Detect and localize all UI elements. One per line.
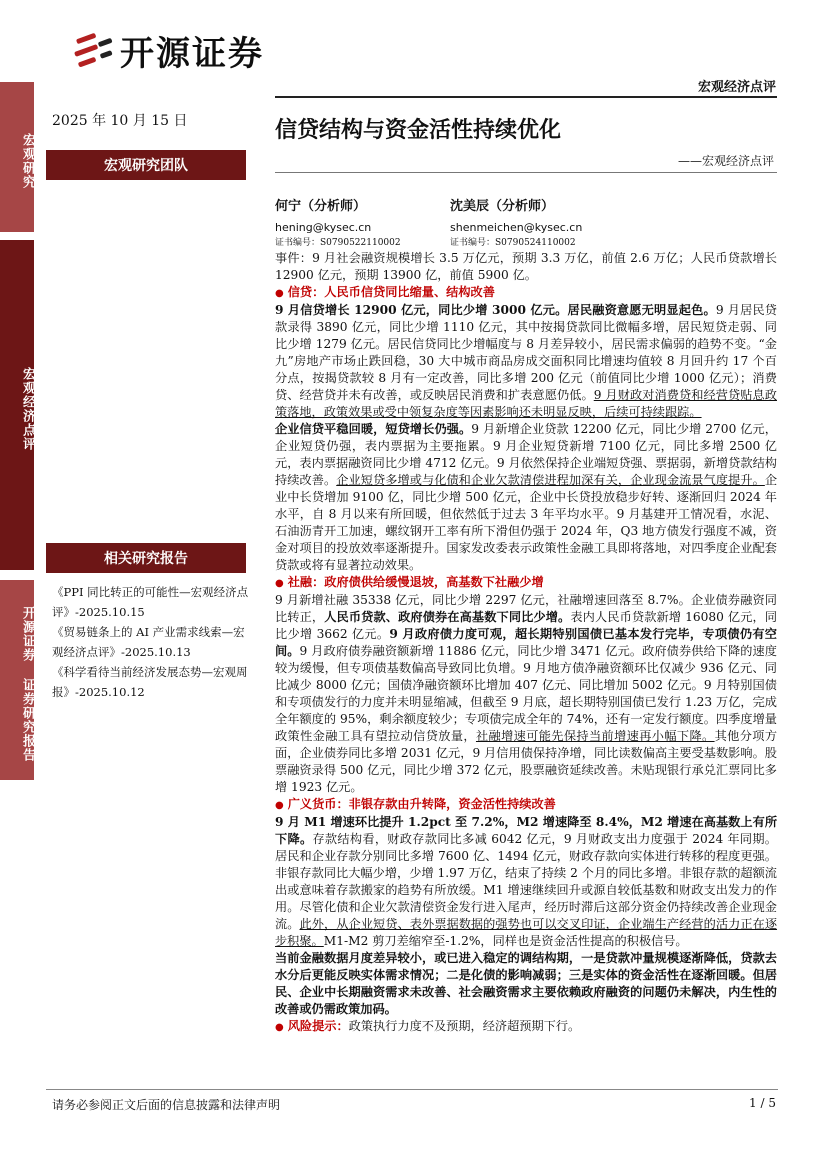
side-tab-kysec-research: 开源证券 证券研究报告 (0, 580, 34, 780)
related-report-item[interactable]: 《贸易链条上的 AI 产业需求线索—宏观经济点评》-2025.10.13 (52, 625, 245, 659)
report-body (275, 250, 777, 1036)
paragraph: 企业信贷平稳回暖，短贷增长仍强。9 月新增企业贷款 12200 亿元，同比少增 2700 亿元，企业短贷仍强，表内票据为主要拖累。9 月企业短贷新增 7100 亿元，同比多增 2500 亿元，表内票据融资同比少增 4712 亿元。9 月依然保持企业端短贷强、票据弱，新增贷款结构持续改善。企业短贷多增或与化债和企业欠款清偿进程加深有关，企业现金流景气度提升。企业中长贷增加 9100 亿，同比少增 500 亿元，企业中长贷投放稳步好转、逐渐回归 2024 年水平，自 8 月以来有所回暖，但依然低于过去 3 年平均水平。9 月基建开工情况看，水泥、石油沥青开工加速，螺纹钢开工率有所下滑但仍强于 2024 年，Q3 地方债发行强度不减，资金对项目的投放效率逐渐提升。国家发改委表示政策性金融工具即将落地，对四季度企业配套贷款或将有显著拉动效果。 (275, 422, 778, 572)
paragraph: 9 月新增社融 35338 亿元，同比少增 2297 亿元，社融增速回落至 8.7%。企业债券融资同比转正，人民币贷款、政府债券在高基数下同比少增。表内人民币贷款新增 16080 亿元，同比少增 3662 亿元。9 月政府债力度可观，超长期特别国债已基本发行完毕，专项债仍有空间。9 月政府债券融资额新增 11886 亿元，同比少增 3471 亿元。政府债券供给下降的速度较为缓慢，但专项债基数偏高导致同比负增。9 月地方债净融资额环比仅减少 936 亿元、同比减少 8000 亿元；国债净融资额环比增加 407 亿元、同比增加 5002 亿元。9 月特别国债和专项债发行的力度并未明显缩减，但截至 9 月底，超长期特别国债已发行 1.23 万亿，完成全年额度的 95%，剩余额度较少；专项债完成全年的 74%，还有一定发行额度。四季度增量政策性金融工具有望拉动信贷放量，社融增速可能先保持当前增速再小幅下降。其他分项方面，企业债券同比多增 2031 亿元，9 月信用债保持净增，同比读数偏高主要受基数影响。股票融资录得 500 亿元，同比少增 372 亿元，股票融资延续改善。未贴现银行承兑汇票同比多增 1923 亿元。 (275, 593, 778, 794)
report-date: 2025 年 10 月 15 日 (52, 113, 188, 129)
side-tab-macro-review: 宏观经济点评 (0, 240, 34, 570)
section-heading: ● 社融：政府债供给缓慢退坡，高基数下社融少增 (275, 575, 544, 589)
title-rule (275, 172, 777, 173)
analyst-name: 沈美辰（分析师） (450, 199, 555, 214)
analyst-cert: 证书编号：S0790524110002 (450, 238, 576, 248)
report-type: 宏观经济点评 (697, 80, 776, 95)
team-label: 宏观研究团队 (46, 150, 246, 180)
report-subtitle: ——宏观经济点评 (677, 154, 774, 168)
analyst-email[interactable]: shenmeichen@kysec.cn (450, 221, 583, 234)
bullet-icon: ● (275, 578, 284, 589)
related-report-item[interactable]: 《PPI 同比转正的可能性—宏观经济点评》-2025.10.15 (52, 585, 249, 619)
related-reports-list (52, 582, 252, 702)
analyst-email[interactable]: hening@kysec.cn (275, 221, 372, 234)
side-tab-macro-research: 宏观研究 (0, 82, 34, 232)
conclusion: 当前金融数据月度差异较小，或已进入稳定的调结构期，一是贷款冲量规模逐渐降低，贷款去水分后更能反映实体需求情况；二是化债的影响减弱；三是实体的资金活性在逐渐回暖。但居民、企业中长期融资需求未改善、社会融资需求主要依赖政府融资的问题仍未解决，内生性的改善或仍需政策加码。 (275, 951, 777, 1016)
bullet-icon: ● (275, 1022, 284, 1033)
section-heading: ● 广义货币：非银存款由升转降，资金活性持续改善 (275, 797, 556, 811)
bullet-icon: ● (275, 800, 284, 811)
risk-note: ● 风险提示：政策执行力度不及预期，经济超预期下行。 (275, 1019, 581, 1033)
paragraph: 9 月 M1 增速环比提升 1.2pct 至 7.2%，M2 增速降至 8.4%，M2 增速在高基数上有所下降。存款结构看，财政存款同比多减 6042 亿元，9 月财政支出力度强于 2024 年同期。居民和企业存款分别同比多增 7600 亿、1494 亿元，财政存款向实体进行转移的程度更强。非银存款同比大幅少增，少增 1.97 万亿，结束了持续 2 个月的同比多增。非银存款的超额流出或意味着存款搬家的趋势有所放缓。M1 增速继续回升或源自较低基数和财政支出发力的作用。尽管化债和企业欠款清偿资金发行进入尾声，经历时滞后这部分资金仍持续改善企业现金流。此外，从企业短贷、表外票据数据的强势也可以交叉印证，企业端生产经营的活力正在逐步积聚。M1-M2 剪刀差缩窄至-1.2%，同样也是资金活性提高的积极信号。 (275, 815, 778, 948)
related-report-item[interactable]: 《科学看待当前经济发展态势—宏观周报》-2025.10.12 (52, 665, 248, 699)
header-rule (275, 96, 777, 98)
section-heading: ● 信贷：人民币信贷同比缩量、结构改善 (275, 285, 495, 299)
paragraph: 9 月信贷增长 12900 亿元，同比少增 3000 亿元。居民融资意愿无明显起色。9 月居民贷款录得 3890 亿元，同比少增 1110 亿元，其中按揭贷款同比微幅多增，居民短贷走弱、同比少增 1279 亿元。居民信贷同比少增幅度与 8 月差异较小，居民需求偏弱的趋势不变。“金九”房地产市场止跌回稳，30 大中城市商品房成交面积同比增速均值较 8 月回升约 17 个百分点，按揭贷款较 8 月有一定改善，同比多增 200 亿元（前值同比少增 1000 亿元）；消费贷、经营贷并未有改善，或反映居民消费和扩表意愿仍低。9 月财政对消费贷和经营贷贴息政策落地，政策效果或受中领复杂度等因素影响还未明显反映，后续可持续跟踪。 (275, 303, 777, 419)
footer-rule (46, 1089, 778, 1090)
analyst-cert: 证书编号：S0790522110002 (275, 238, 401, 248)
event-paragraph: 事件：9 月社会融资规模增长 3.5 万亿元，预期 3.3 万亿，前值 2.6 万亿；人民币贷款增长 12900 亿元，预期 13900 亿，前值 5900 亿。 (275, 251, 777, 282)
logo-text: 开源证券 (120, 34, 264, 74)
report-title: 信贷结构与资金活性持续优化 (275, 117, 562, 143)
analyst-name: 何宁（分析师） (275, 199, 367, 214)
related-reports-label: 相关研究报告 (46, 543, 246, 573)
bullet-icon: ● (275, 288, 284, 299)
footer-disclaimer: 请务必参阅正文后面的信息披露和法律声明 (52, 1098, 281, 1112)
page-number: 1 / 5 (749, 1096, 776, 1110)
